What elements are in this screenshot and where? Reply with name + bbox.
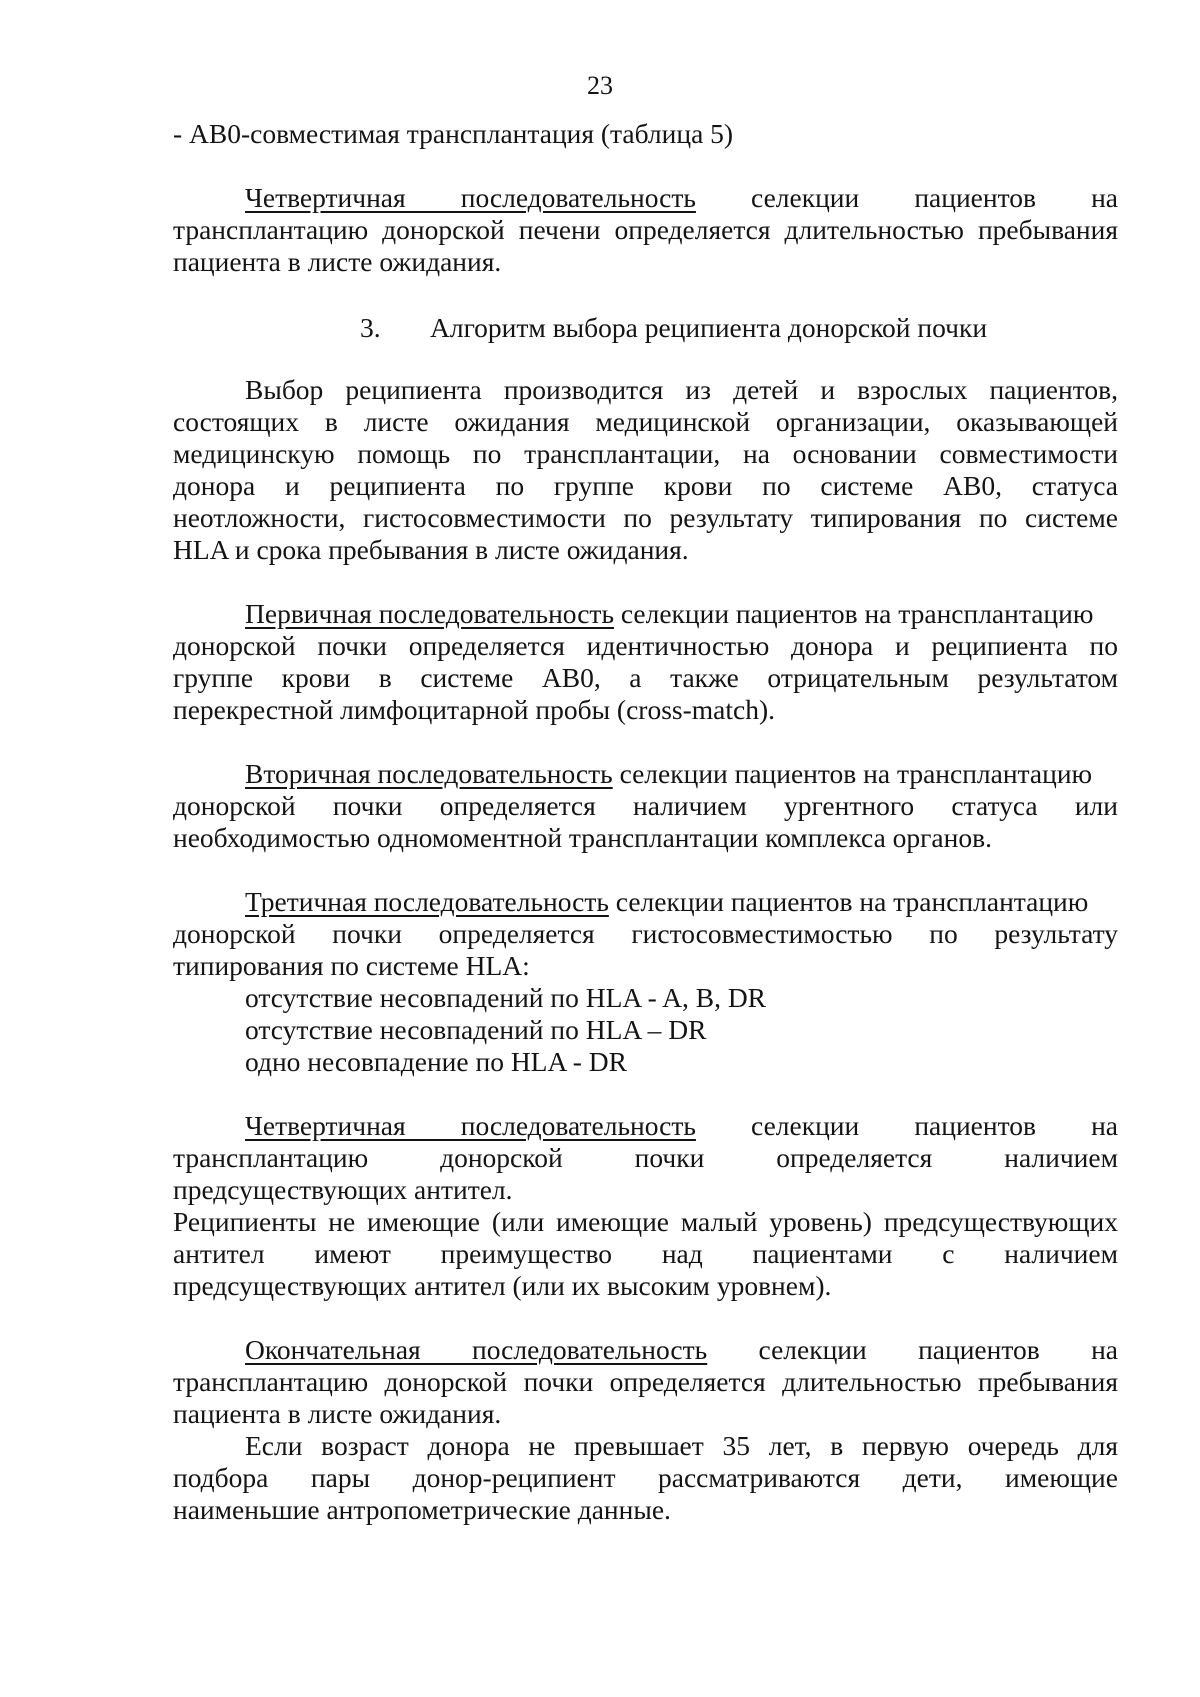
list-item: отсутствие несовпадений по HLA – DR	[245, 1014, 707, 1045]
final-line-3: пациента в листе ожидания.	[173, 1398, 502, 1429]
quaternary-line-4: Реципиенты не имеющие (или имеющие малый уровень) предсуществующих	[173, 1206, 1118, 1237]
primary-line-4: перекрестной лимфоцитарной пробы (cross-match).	[173, 694, 775, 725]
word: пациентов	[914, 1110, 1036, 1141]
list-item: отсутствие несовпадений по HLA - A, B, DR	[245, 982, 767, 1013]
liver-quaternary-line-2: трансплантацию донорской печени определяется длительностью пребывания	[173, 214, 1118, 245]
choice-line-4: донора и реципиента по группе крови по системе АВ0, статуса	[173, 470, 1118, 501]
final-line-1	[245, 1334, 1118, 1366]
underlined-term: Четвертичная последовательность	[245, 182, 696, 213]
final-line-2: трансплантацию донорской почки определяется длительностью пребывания	[173, 1366, 1118, 1397]
secondary-line-1	[245, 758, 1118, 790]
choice-line-2: состоящих в листе ожидания медицинской организации, оказывающей	[173, 406, 1118, 437]
section-heading	[360, 312, 987, 344]
word: на	[1091, 1110, 1119, 1141]
tertiary-line-1	[245, 886, 1118, 918]
secondary-rest: селекции пациентов на трансплантацию	[612, 758, 1093, 789]
quaternary-line-2: трансплантацию донорской почки определяется наличием	[173, 1142, 1118, 1173]
tertiary-rest: селекции пациентов на трансплантацию	[608, 886, 1089, 917]
underlined-term: Первичная последовательность	[245, 598, 614, 629]
underlined-term: Третичная последовательность	[245, 886, 609, 917]
word: пациентов	[914, 182, 1036, 213]
word: селекции	[758, 1334, 867, 1365]
secondary-line-3: необходимостью одномоментной трансплантации комплекса органов.	[173, 822, 992, 853]
primary-line-1	[245, 598, 1118, 630]
tertiary-line-2: донорской почки определяется гистосовместимостью по результату	[173, 918, 1118, 949]
quaternary-line-5: антител имеют преимущество над пациентами с наличием	[173, 1238, 1118, 1269]
section-number: 3.	[360, 312, 381, 343]
intro-line: - АВ0-совместимая трансплантация (таблица 5)	[173, 118, 734, 149]
secondary-line-2: донорской почки определяется наличием ургентного статуса или	[173, 790, 1118, 821]
word: на	[1091, 182, 1119, 213]
choice-line-3: медицинскую помощь по трансплантации, на основании совместимости	[173, 438, 1118, 469]
primary-line-2: донорской почки определяется идентичностью донора и реципиента по	[173, 630, 1118, 661]
final-line-4: Если возраст донора не превышает 35 лет, в первую очередь для	[245, 1430, 1118, 1461]
list-item: одно несовпадение по HLA - DR	[245, 1046, 627, 1077]
quaternary-line-3: предсуществующих антител.	[173, 1174, 513, 1205]
quaternary-line-1	[245, 1110, 1118, 1142]
underlined-term: Четвертичная последовательность	[245, 1110, 696, 1141]
underlined-term: Окончательная последовательность	[245, 1334, 708, 1365]
quaternary-line-6: предсуществующих антител (или их высоким уровнем).	[173, 1270, 832, 1301]
tertiary-line-3: типирования по системе HLA:	[173, 950, 530, 981]
choice-line-6: HLA и срока пребывания в листе ожидания.	[173, 534, 689, 565]
word: селекции	[751, 1110, 860, 1141]
primary-line-3: группе крови в системе АВ0, а также отрицательным результатом	[173, 662, 1118, 693]
underlined-term: Вторичная последовательность	[245, 758, 613, 789]
primary-rest: селекции пациентов на трансплантацию	[613, 598, 1094, 629]
word: на	[1091, 1334, 1119, 1365]
final-line-5: подбора пары донор-реципиент рассматриваются дети, имеющие	[173, 1462, 1118, 1493]
word: пациентов	[918, 1334, 1040, 1365]
choice-line-1: Выбор реципиента производится из детей и взрослых пациентов,	[245, 374, 1118, 405]
choice-line-5: неотложности, гистосовместимости по результату типирования по системе	[173, 502, 1118, 533]
liver-quaternary-line-3: пациента в листе ожидания.	[173, 246, 502, 277]
page-number: 23	[587, 71, 613, 100]
liver-quaternary-line-1	[245, 182, 1118, 214]
section-title: Алгоритм выбора реципиента донорской почки	[430, 312, 988, 343]
word: селекции	[751, 182, 860, 213]
final-line-6: наименьшие антропометрические данные.	[173, 1494, 671, 1525]
